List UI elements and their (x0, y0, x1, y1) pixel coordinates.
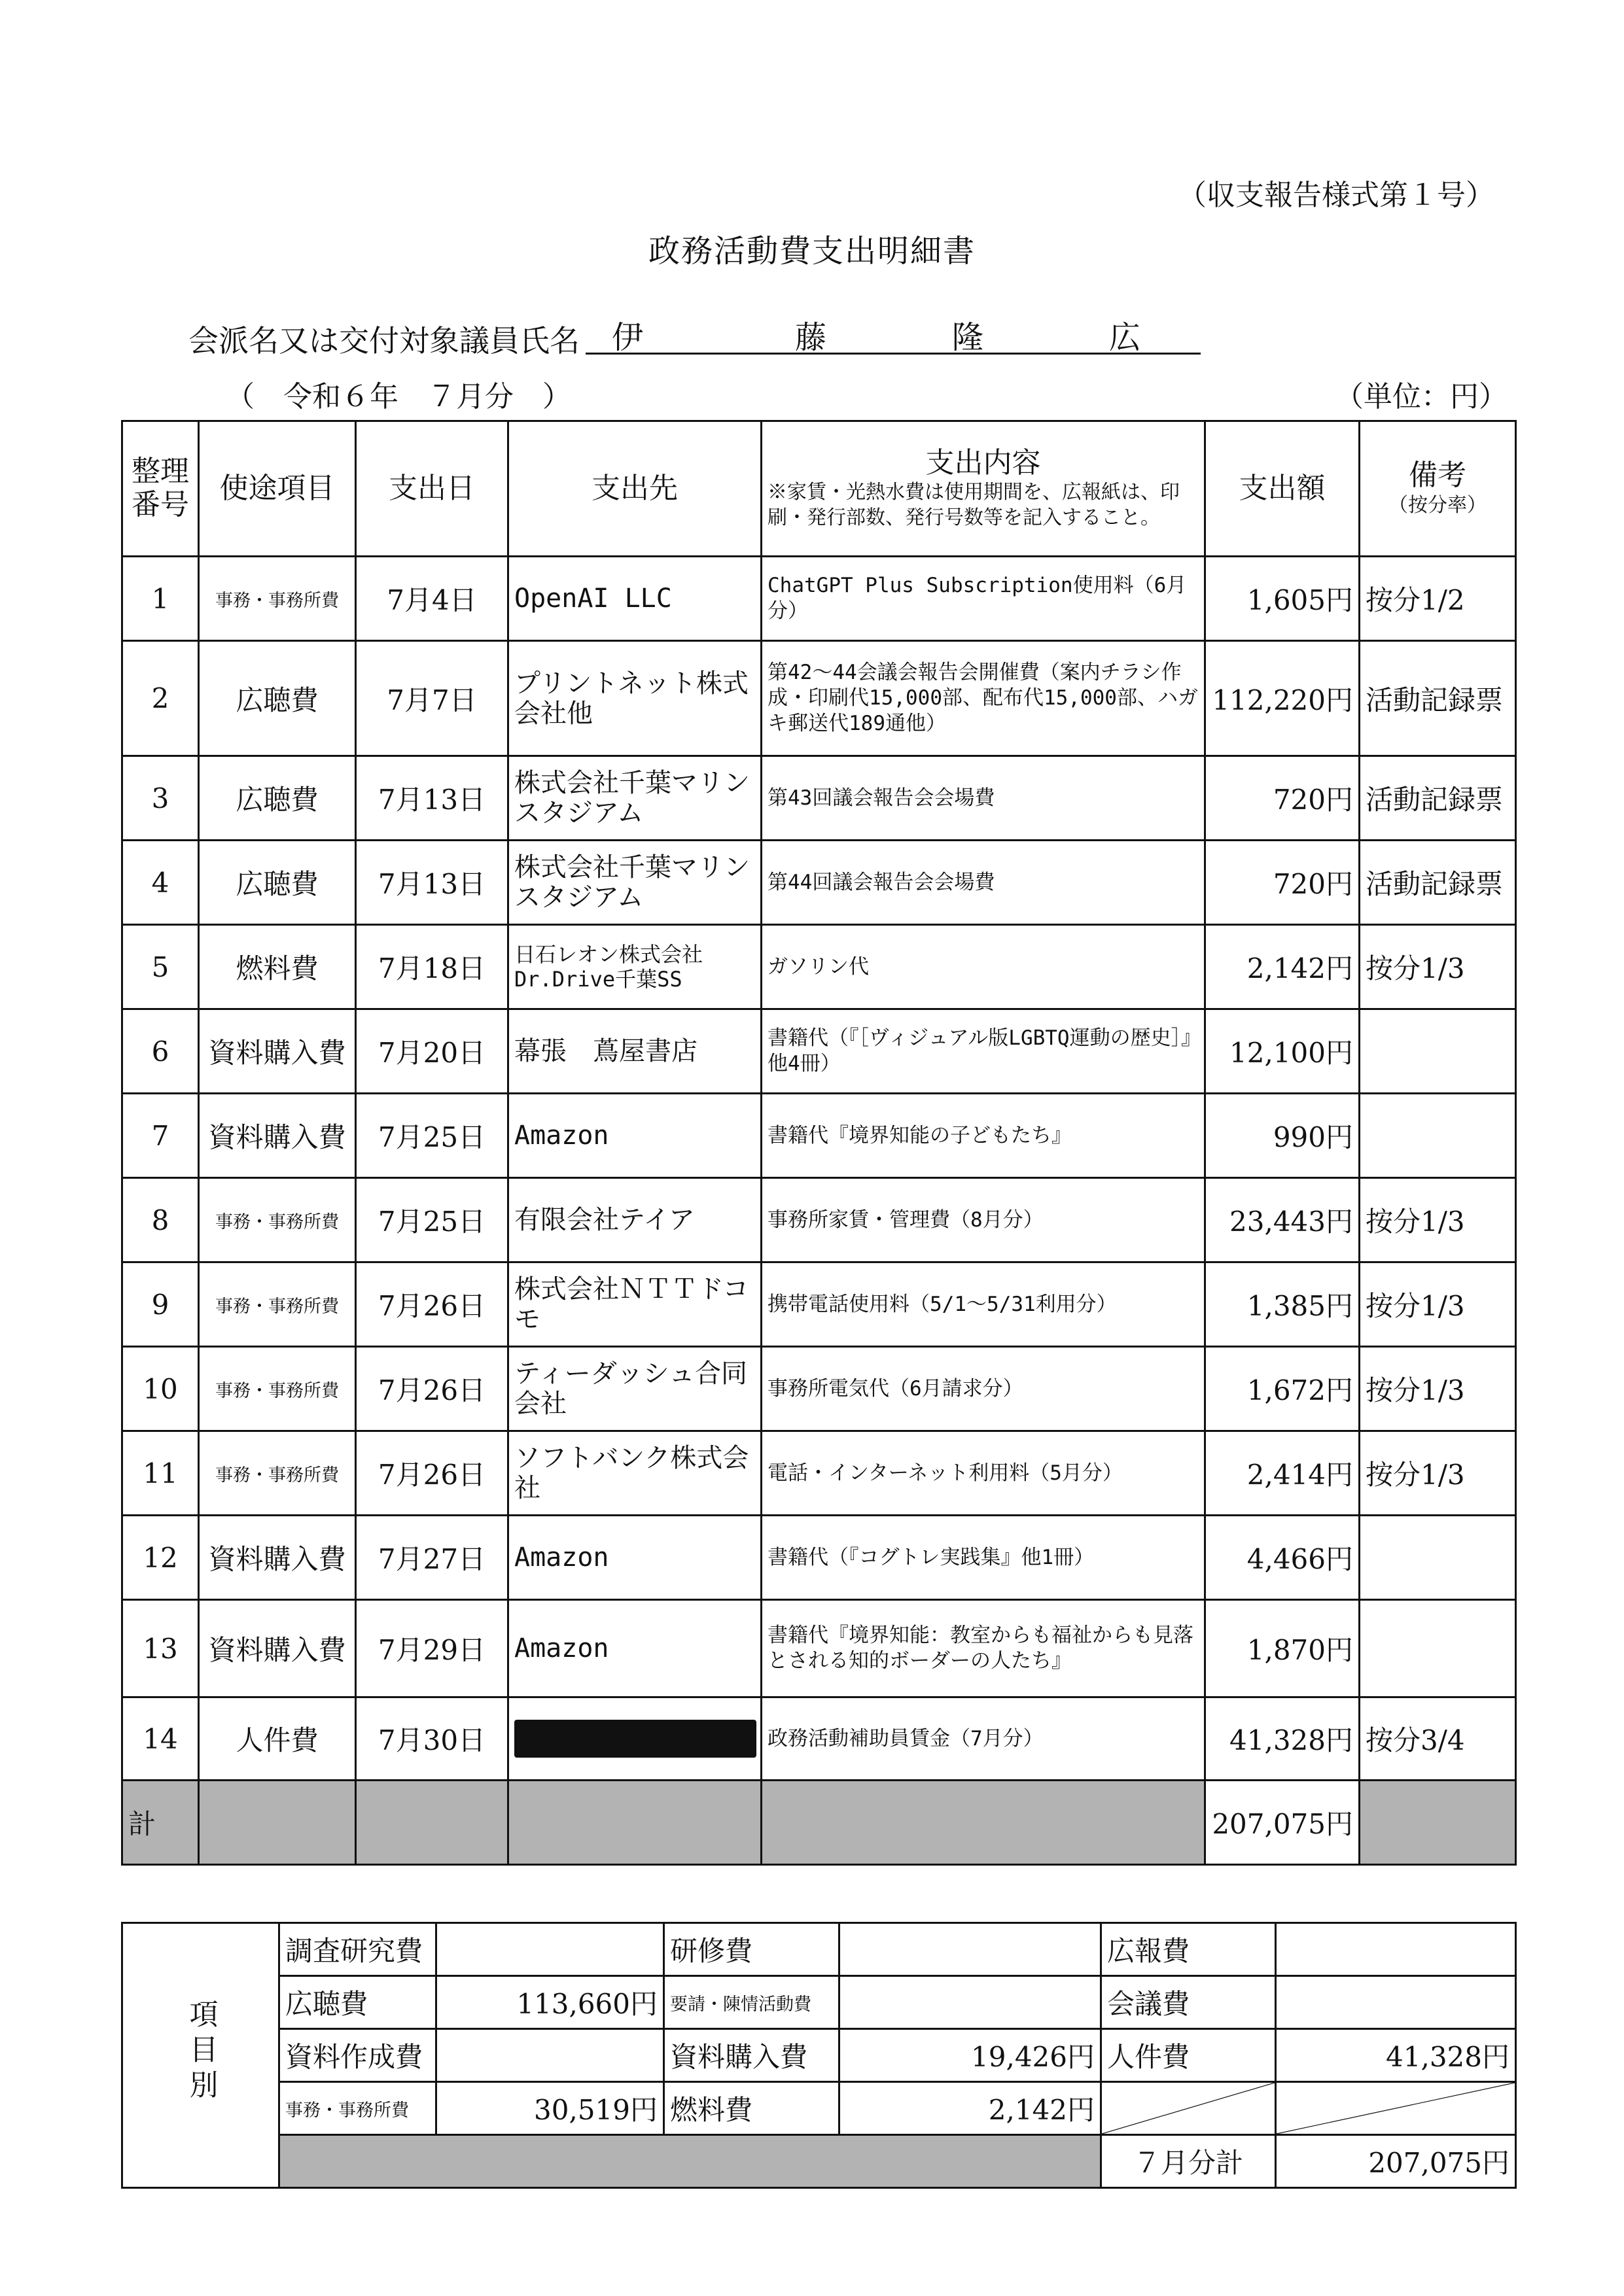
row-date: 7月25日 (356, 1094, 508, 1178)
row-remarks: 按分1/3 (1360, 1347, 1516, 1431)
row-payee: 日石レオン株式会社 Dr.Drive千葉SS (508, 925, 762, 1009)
table-row (122, 756, 1516, 841)
row-category: 資料購入費 (199, 1009, 356, 1094)
row-content: 書籍代『境界知能：教室からも福祉からも見落とされる知的ボーダーの人たち』 (762, 1600, 1205, 1697)
row-date: 7月4日 (356, 557, 508, 641)
row-category: 資料購入費 (199, 1600, 356, 1697)
header-row (122, 421, 1516, 557)
row-no: 5 (122, 925, 199, 1009)
row-payee: 株式会社ＮＴＴドコモ (508, 1262, 762, 1347)
redaction-block (514, 1720, 756, 1758)
summary-petition-value (839, 1976, 1101, 2029)
row-remarks: 按分1/3 (1360, 1262, 1516, 1347)
header-content-title: 支出内容 (925, 445, 1041, 479)
row-no: 10 (122, 1347, 199, 1431)
row-amount: 720円 (1205, 756, 1360, 841)
summary-petition-label: 要請・陳情活動費 (664, 1976, 839, 2029)
row-category: 広聴費 (199, 756, 356, 841)
row-date: 7月26日 (356, 1262, 508, 1347)
row-amount: 1,870円 (1205, 1600, 1360, 1697)
table-row (122, 925, 1516, 1009)
row-no: 3 (122, 756, 199, 841)
row-no: 1 (122, 557, 199, 641)
table-row (122, 1009, 1516, 1094)
row-content: ガソリン代 (762, 925, 1205, 1009)
summary-month-total-value: 207,075円 (1276, 2135, 1516, 2188)
row-date: 7月29日 (356, 1600, 508, 1697)
document-title: 政務活動費支出明細書 (648, 233, 976, 270)
row-content: ChatGPT Plus Subscription使用料（6月分） (762, 557, 1205, 641)
summary-office-value: 30,519円 (436, 2082, 664, 2135)
header-remarks (1360, 421, 1516, 557)
summary-meeting-label: 会議費 (1101, 1976, 1276, 2029)
row-amount: 1,672円 (1205, 1347, 1360, 1431)
row-amount: 1,605円 (1205, 557, 1360, 641)
summary-training-value (839, 1923, 1101, 1976)
row-amount: 41,328円 (1205, 1697, 1360, 1781)
expenditure-table (121, 420, 1517, 1866)
total-blank (1360, 1781, 1516, 1865)
table-row (122, 1697, 1516, 1781)
member-name-char-1: 伊 (612, 319, 644, 356)
row-amount: 2,142円 (1205, 925, 1360, 1009)
row-category: 広聴費 (199, 641, 356, 756)
row-category: 資料購入費 (199, 1516, 356, 1600)
row-amount: 112,220円 (1205, 641, 1360, 756)
diagonal-line (1102, 2083, 1275, 2134)
row-remarks (1360, 1009, 1516, 1094)
summary-materials-prep-value (436, 2029, 664, 2082)
row-amount: 2,414円 (1205, 1431, 1360, 1516)
row-content: 第43回議会報告会会場費 (762, 756, 1205, 841)
total-blank (762, 1781, 1205, 1865)
member-name (586, 312, 1201, 355)
row-date: 7月27日 (356, 1516, 508, 1600)
row-remarks: 活動記録票 (1360, 641, 1516, 756)
row-no: 8 (122, 1178, 199, 1262)
row-payee: Amazon (508, 1516, 762, 1600)
row-category: 事務・事務所費 (199, 1431, 356, 1516)
row-date: 7月30日 (356, 1697, 508, 1781)
row-no: 7 (122, 1094, 199, 1178)
header-content-note: ※家賃・光熱水費は使用期間を、広報紙は、印刷・発行部数、発行号数等を記入すること。 (768, 481, 1180, 530)
row-payee: ティーダッシュ合同会社 (508, 1347, 762, 1431)
summary-gray-band (279, 2135, 1101, 2188)
summary-personnel-value: 41,328円 (1276, 2029, 1516, 2082)
member-label: 会派名又は交付対象議員氏名 (188, 323, 580, 358)
row-category: 広聴費 (199, 841, 356, 925)
row-category: 燃料費 (199, 925, 356, 1009)
total-blank (356, 1781, 508, 1865)
row-category: 資料購入費 (199, 1094, 356, 1178)
row-amount: 4,466円 (1205, 1516, 1360, 1600)
header-content (762, 421, 1205, 557)
category-summary-table (121, 1922, 1517, 2189)
row-no: 14 (122, 1697, 199, 1781)
row-no: 11 (122, 1431, 199, 1516)
row-remarks: 活動記録票 (1360, 756, 1516, 841)
row-category: 事務・事務所費 (199, 1347, 356, 1431)
row-payee: 株式会社千葉マリンスタジアム (508, 756, 762, 841)
summary-hearing-label: 広聴費 (279, 1976, 436, 2029)
row-remarks: 活動記録票 (1360, 841, 1516, 925)
row-remarks: 按分1/3 (1360, 925, 1516, 1009)
row-no: 6 (122, 1009, 199, 1094)
table-row (122, 1094, 1516, 1178)
table-row (122, 841, 1516, 925)
row-payee: Amazon (508, 1094, 762, 1178)
row-amount: 990円 (1205, 1094, 1360, 1178)
summary-month-total-label: ７月分計 (1101, 2135, 1276, 2188)
row-remarks: 按分3/4 (1360, 1697, 1516, 1781)
header-payee: 支出先 (508, 421, 762, 557)
summary-side-label-text: 項目別 (184, 1999, 218, 2105)
unit-label: （単位：円） (1335, 380, 1508, 413)
summary-materials-prep-label: 資料作成費 (279, 2029, 436, 2082)
row-amount: 23,443円 (1205, 1178, 1360, 1262)
row-content: 政務活動補助員賃金（7月分） (762, 1697, 1205, 1781)
summary-materials-purchase-value: 19,426円 (839, 2029, 1101, 2082)
summary-meeting-value (1276, 1976, 1516, 2029)
summary-diagonal-cell (1101, 2082, 1276, 2135)
form-number: （収支報告様式第１号） (1178, 179, 1494, 212)
row-date: 7月7日 (356, 641, 508, 756)
row-content: 事務所電気代（6月請求分） (762, 1347, 1205, 1431)
total-label: 計 (122, 1781, 199, 1865)
row-amount: 12,100円 (1205, 1009, 1360, 1094)
row-payee: ソフトバンク株式会社 (508, 1431, 762, 1516)
row-content: 第44回議会報告会会場費 (762, 841, 1205, 925)
report-period: （ 令和６年 ７月分 ） (226, 380, 571, 413)
table-row (122, 557, 1516, 641)
row-payee: 幕張 蔦屋書店 (508, 1009, 762, 1094)
row-remarks (1360, 1600, 1516, 1697)
summary-research-label: 調査研究費 (279, 1923, 436, 1976)
row-content: 書籍代『境界知能の子どもたち』 (762, 1094, 1205, 1178)
row-remarks (1360, 1516, 1516, 1600)
row-payee: プリントネット株式会社他 (508, 641, 762, 756)
row-payee: 有限会社テイア (508, 1178, 762, 1262)
row-content: 書籍代（『コグトレ実践集』他1冊） (762, 1516, 1205, 1600)
row-date: 7月26日 (356, 1431, 508, 1516)
row-content: 携帯電話使用料（5/1～5/31利用分） (762, 1262, 1205, 1347)
row-date: 7月26日 (356, 1347, 508, 1431)
diagonal-line (1277, 2083, 1515, 2134)
summary-pr-label: 広報費 (1101, 1923, 1276, 1976)
row-amount: 1,385円 (1205, 1262, 1360, 1347)
row-no: 13 (122, 1600, 199, 1697)
row-no: 4 (122, 841, 199, 925)
row-remarks: 按分1/2 (1360, 557, 1516, 641)
row-content: 第42～44会議会報告会開催費（案内チラシ作成・印刷代15,000部、配布代15,000部、ハガキ郵送代189通他） (762, 641, 1205, 756)
total-blank (508, 1781, 762, 1865)
row-no: 2 (122, 641, 199, 756)
row-no: 9 (122, 1262, 199, 1347)
summary-diagonal-cell (1276, 2082, 1516, 2135)
header-no: 整理番号 (122, 421, 199, 557)
total-blank (199, 1781, 356, 1865)
summary-pr-value (1276, 1923, 1516, 1976)
total-row (122, 1781, 1516, 1865)
row-payee: Amazon (508, 1600, 762, 1697)
summary-office-label: 事務・事務所費 (279, 2082, 436, 2135)
table-row (122, 1178, 1516, 1262)
row-date: 7月13日 (356, 756, 508, 841)
total-amount: 207,075円 (1205, 1781, 1360, 1865)
table-row (122, 1431, 1516, 1516)
member-name-char-3: 隆 (952, 319, 984, 356)
table-row (122, 1600, 1516, 1697)
header-date: 支出日 (356, 421, 508, 557)
table-row (122, 1516, 1516, 1600)
header-amount: 支出額 (1205, 421, 1360, 557)
row-date: 7月18日 (356, 925, 508, 1009)
row-remarks: 按分1/3 (1360, 1431, 1516, 1516)
row-date: 7月25日 (356, 1178, 508, 1262)
row-content: 書籍代（『［ヴィジュアル版LGBTQ運動の歴史］』他4冊） (762, 1009, 1205, 1094)
summary-research-value (436, 1923, 664, 1976)
row-content: 事務所家賃・管理費（8月分） (762, 1178, 1205, 1262)
row-remarks: 按分1/3 (1360, 1178, 1516, 1262)
header-category: 使途項目 (199, 421, 356, 557)
summary-side-label (122, 1923, 279, 2188)
row-amount: 720円 (1205, 841, 1360, 925)
row-category: 事務・事務所費 (199, 1262, 356, 1347)
table-row (122, 1262, 1516, 1347)
row-payee: 株式会社千葉マリンスタジアム (508, 841, 762, 925)
table-row (122, 641, 1516, 756)
row-content: 電話・インターネット利用料（5月分） (762, 1431, 1205, 1516)
row-payee-redacted (508, 1697, 762, 1781)
table-row (122, 1347, 1516, 1431)
row-no: 12 (122, 1516, 199, 1600)
row-category: 事務・事務所費 (199, 1178, 356, 1262)
summary-fuel-value: 2,142円 (839, 2082, 1101, 2135)
summary-training-label: 研修費 (664, 1923, 839, 1976)
member-name-char-2: 藤 (795, 319, 827, 356)
summary-materials-purchase-label: 資料購入費 (664, 2029, 839, 2082)
row-category: 人件費 (199, 1697, 356, 1781)
summary-fuel-label: 燃料費 (664, 2082, 839, 2135)
summary-personnel-label: 人件費 (1101, 2029, 1276, 2082)
row-payee: OpenAI LLC (508, 557, 762, 641)
row-date: 7月13日 (356, 841, 508, 925)
header-remarks-sub: （按分率） (1388, 493, 1487, 517)
member-name-char-4: 広 (1109, 319, 1141, 356)
row-category: 事務・事務所費 (199, 557, 356, 641)
summary-hearing-value: 113,660円 (436, 1976, 664, 2029)
header-remarks-title: 備考 (1409, 459, 1466, 493)
row-remarks (1360, 1094, 1516, 1178)
row-date: 7月20日 (356, 1009, 508, 1094)
